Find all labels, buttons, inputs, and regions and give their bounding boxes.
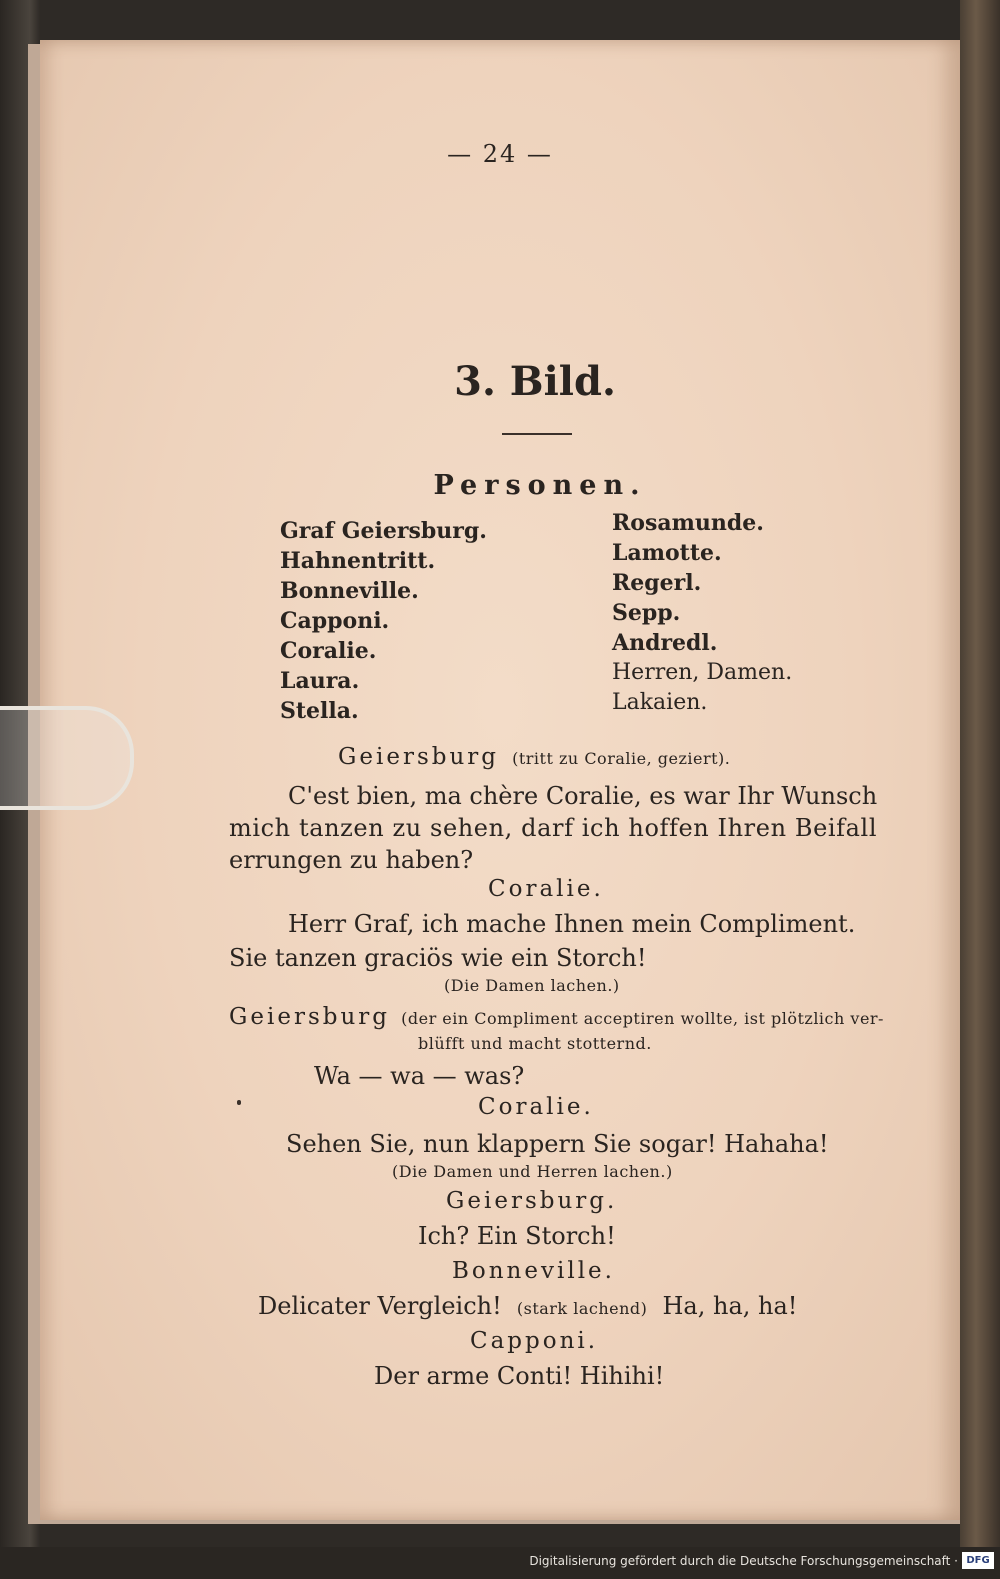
dialogue-line: C'est bien, ma chère Coralie, es war Ihr Wunsch [288,782,878,810]
cast-item: Herren, Damen. [612,660,793,685]
stage-direction: (tritt zu Coralie, geziert). [512,749,731,768]
cast-item: Andredl. [612,630,718,656]
speaker-name: Geiersburg [229,1004,391,1030]
cast-item: Bonneville. [280,578,419,604]
dialogue-line: errungen zu haben? [229,846,474,874]
stage-direction: (Die Damen lachen.) [444,976,620,995]
ink-speck [237,1100,241,1105]
dialogue-line: Der arme Conti! Hihihi! [374,1362,665,1390]
dialogue-line: Wa — wa — was? [314,1062,525,1090]
dialogue-line: mich tanzen zu sehen, darf ich hoffen Ihren Beifall [229,814,878,842]
digitization-credit: Digitalisierung gefördert durch die Deutsche Forschungsgemeinschaft · [529,1554,958,1568]
page-number: — 24 — [447,140,553,168]
stage-direction: (der ein Compliment acceptiren wollte, ist plötzlich ver- [401,1009,884,1028]
speech-heading [229,1004,884,1030]
paper-clip [0,706,134,810]
cast-item: Lamotte. [612,540,722,566]
speaker-name: Coralie. [488,876,604,902]
dialogue-line: Herr Graf, ich mache Ihnen mein Compliment. [288,910,856,938]
cast-item: Hahnentritt. [280,548,436,574]
dialogue-line: Sehen Sie, nun klappern Sie sogar! Hahaha! [286,1130,829,1158]
dialogue-line: Sie tanzen graciös wie ein Storch! [229,944,647,972]
cast-list-right [612,508,792,718]
dialogue-line [258,1292,797,1320]
scene-title: 3. Bild. [454,358,616,405]
dialogue-text: Delicater Vergleich! [258,1292,502,1320]
speech-heading [338,744,730,770]
speaker-name: Bonneville. [452,1258,615,1284]
title-divider [502,433,572,435]
cast-list-left [280,516,487,726]
cast-item: Laura. [280,668,360,694]
speaker-name: Capponi. [470,1328,599,1354]
stage-direction: (Die Damen und Herren lachen.) [392,1162,673,1181]
dfg-logo: DFG [962,1552,994,1569]
dialogue-text: Ha, ha, ha! [662,1292,798,1320]
speaker-name: Coralie. [478,1094,594,1120]
cast-item: Stella. [280,698,359,724]
dialogue-line: Ich? Ein Storch! [418,1222,616,1250]
cast-item: Rosamunde. [612,510,764,536]
speaker-name: Geiersburg. [446,1188,618,1214]
cast-item: Graf Geiersburg. [280,518,487,544]
cast-item: Capponi. [280,608,390,634]
cast-heading: Personen. [433,470,647,501]
stage-direction: (stark lachend) [516,1299,648,1318]
cast-item: Sepp. [612,600,681,626]
speaker-name: Geiersburg [338,744,500,770]
cast-item: Coralie. [280,638,377,664]
cast-item: Lakaien. [612,690,708,715]
cast-item: Regerl. [612,570,702,596]
stage-direction: blüfft und macht stotternd. [418,1034,652,1053]
book-binding [960,0,1000,1579]
